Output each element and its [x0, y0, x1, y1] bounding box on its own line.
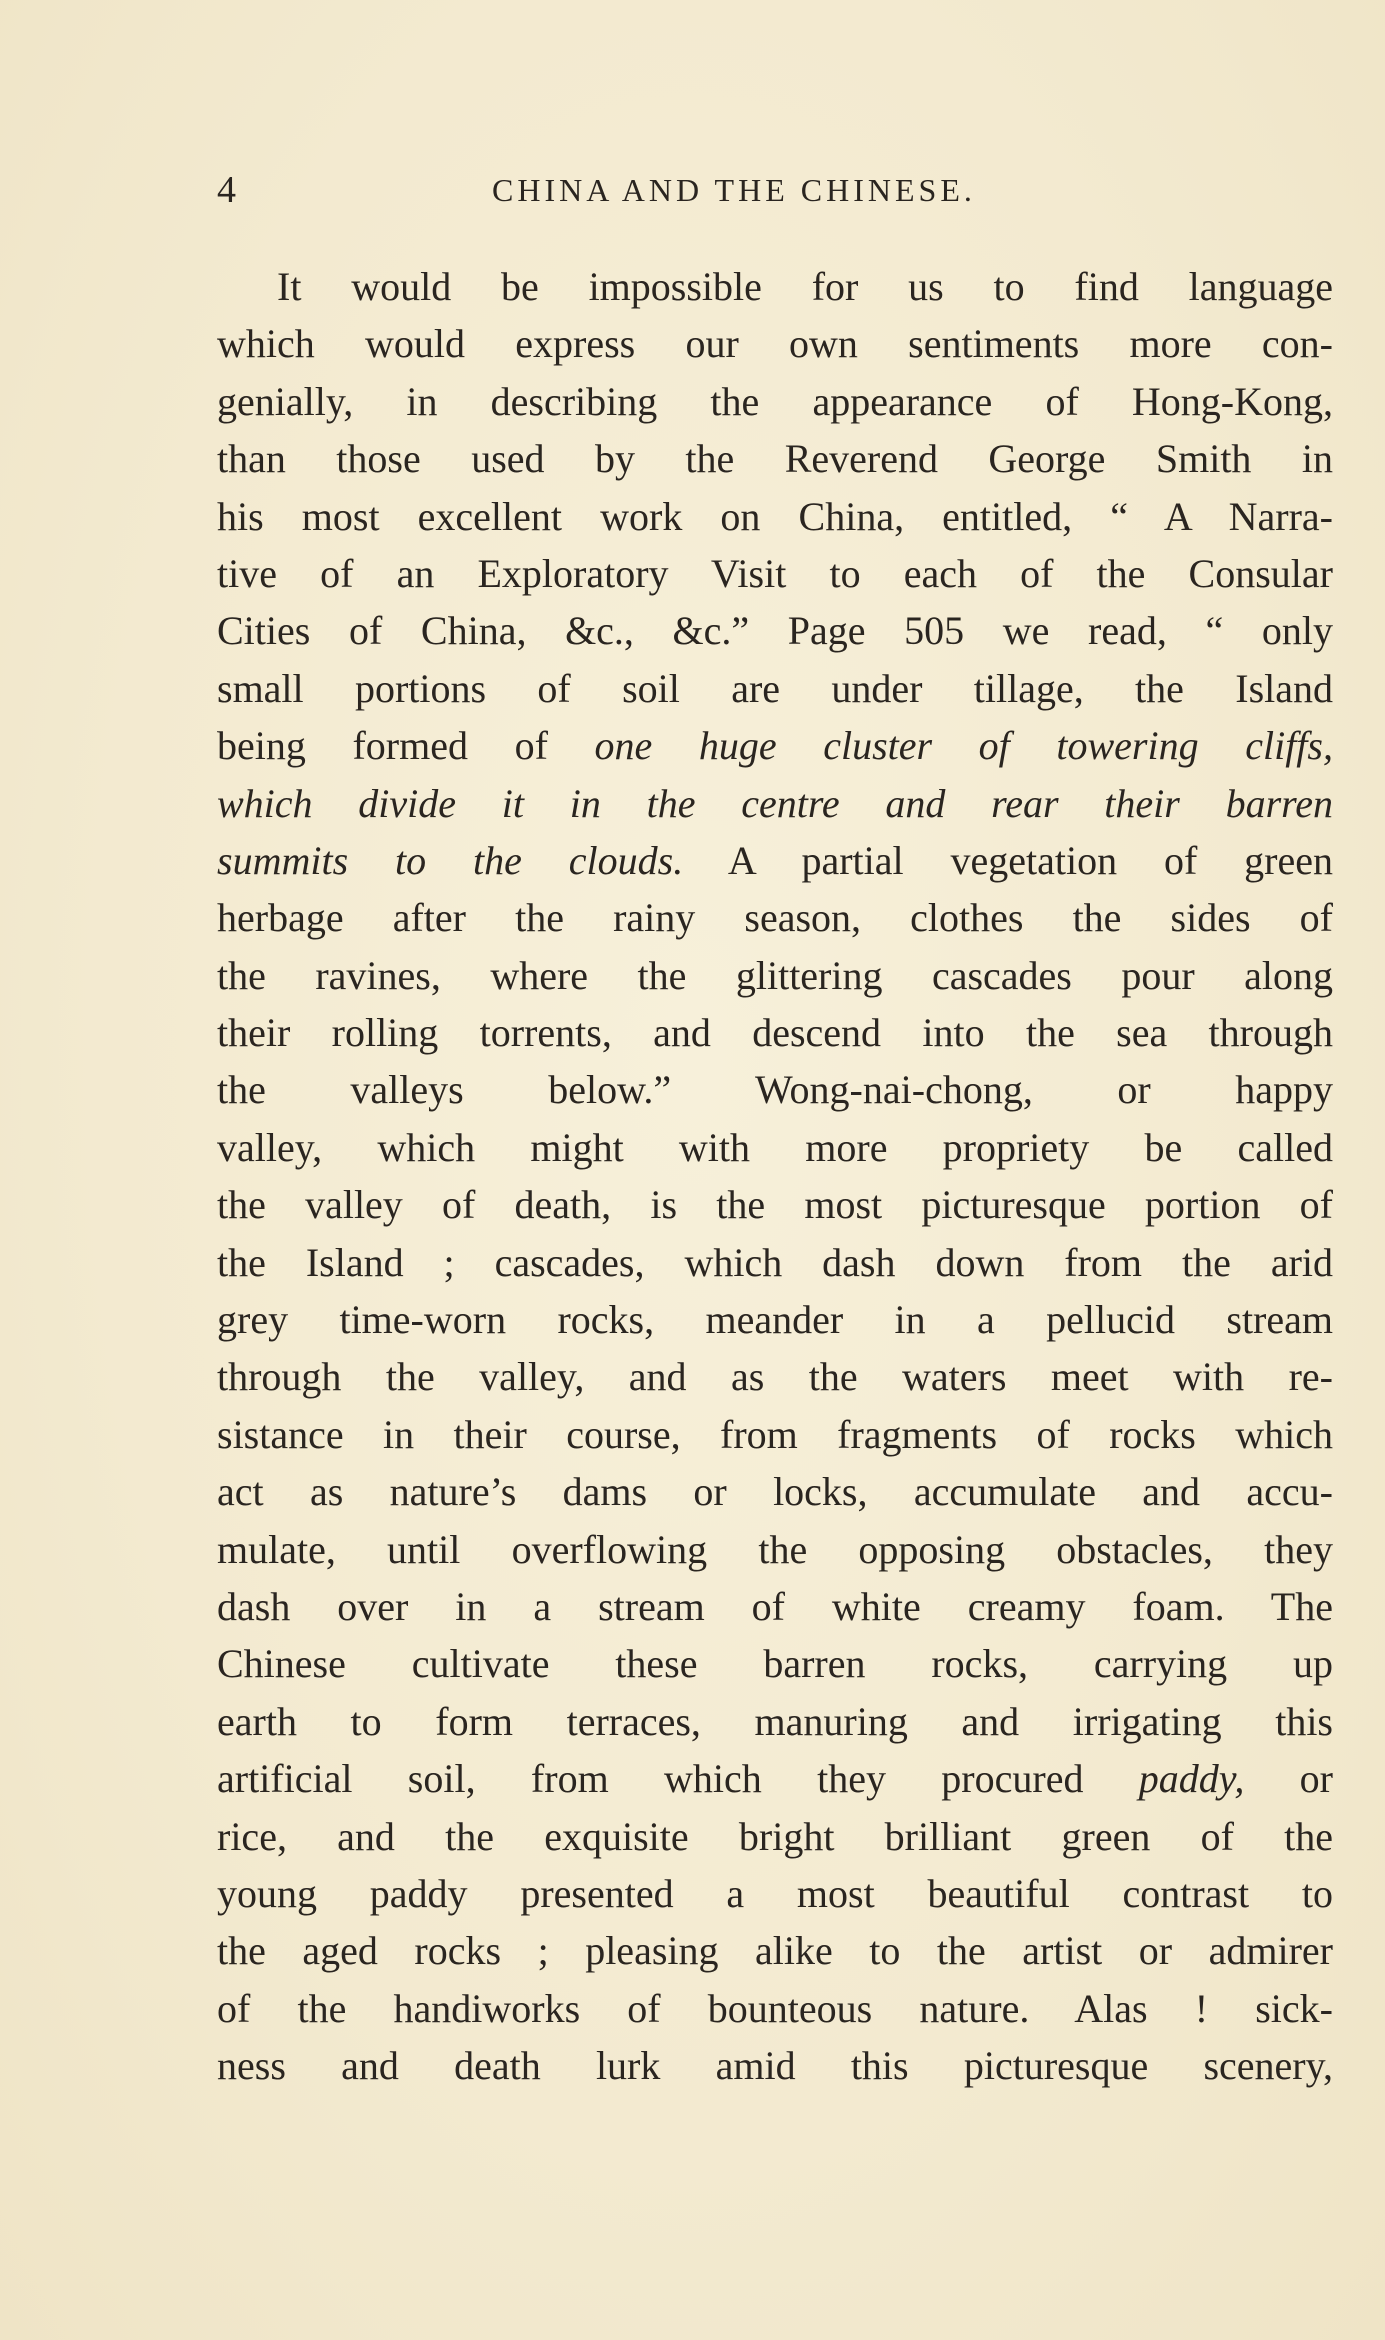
text-span: A partial vegetation of green: [683, 837, 1334, 883]
text-span: the Island ; cascades, which dash down from the arid: [217, 1239, 1333, 1285]
text-line: [217, 488, 1333, 545]
body-paragraph: [217, 258, 1333, 2095]
text-span: grey time-worn rocks, meander in a pellucid stream: [217, 1297, 1333, 1343]
text-span: their rolling torrents, and descend into the sea through: [217, 1010, 1333, 1056]
text-line: [217, 1004, 1333, 1061]
text-span: through the valley, and as the waters meet with re-: [217, 1354, 1333, 1400]
text-span: the aged rocks ; pleasing alike to the artist or admirer: [217, 1928, 1333, 1974]
text-span: tive of an Exploratory Visit to each of the Consular: [217, 550, 1333, 596]
text-line: [217, 1693, 1333, 1750]
text-span: earth to form terraces, manuring and irrigating this: [217, 1698, 1333, 1744]
text-span: Chinese cultivate these barren rocks, carrying up: [217, 1641, 1333, 1687]
text-span: artificial soil, from which they procured: [217, 1756, 1139, 1802]
text-line: [217, 315, 1333, 372]
italic-text: which divide it in the centre and rear their barren: [217, 780, 1333, 826]
text-span: mulate, until overflowing the opposing obstacles, they: [217, 1526, 1333, 1572]
italic-text: paddy,: [1138, 1756, 1245, 1802]
text-line: [217, 1808, 1333, 1865]
text-line: [217, 1980, 1333, 2037]
text-line: [217, 1291, 1333, 1348]
text-span: of the handiworks of bounteous nature. Alas ! sick-: [217, 1985, 1333, 2031]
italic-text: summits to the clouds.: [217, 837, 684, 883]
text-span: It would be impossible for us to find language: [277, 264, 1333, 309]
text-span: small portions of soil are under tillage, the Island: [217, 665, 1333, 711]
text-line: [217, 832, 1333, 889]
text-span: genially, in describing the appearance of Hong-Kong,: [217, 378, 1333, 424]
text-span: herbage after the rainy season, clothes the sides of: [217, 895, 1333, 941]
text-span: the ravines, where the glittering cascades pour along: [217, 952, 1333, 998]
text-span: dash over in a stream of white creamy foam. The: [217, 1583, 1333, 1629]
text-line: [217, 1463, 1333, 1520]
running-title: CHINA AND THE CHINESE.: [492, 172, 976, 208]
text-line: [217, 1234, 1333, 1291]
text-span: which would express our own sentiments more con-: [217, 321, 1333, 367]
text-line: [217, 1061, 1333, 1118]
text-line: [217, 1865, 1333, 1922]
page-header: [217, 168, 1077, 218]
text-span: or: [1244, 1756, 1333, 1802]
text-line: [217, 1348, 1333, 1405]
text-span: act as nature’s dams or locks, accumulate and accu-: [217, 1469, 1333, 1515]
page-number: 4: [217, 169, 237, 211]
text-line: [217, 373, 1333, 430]
text-line: [217, 775, 1333, 832]
text-span: the valley of death, is the most picturesque portion of: [217, 1182, 1333, 1228]
text-line: [217, 1176, 1333, 1233]
text-line: [217, 889, 1333, 946]
text-line: [217, 1521, 1333, 1578]
text-line: [217, 430, 1333, 487]
text-line: [217, 1750, 1333, 1807]
text-line: [217, 1119, 1333, 1176]
text-line: [217, 717, 1333, 774]
text-span: sistance in their course, from fragments of rocks which: [217, 1411, 1333, 1457]
text-line: [217, 1922, 1333, 1979]
text-line: [217, 258, 1333, 315]
text-span: the valleys below.” Wong-nai-chong, or happy: [217, 1067, 1333, 1113]
text-line: [217, 1635, 1333, 1692]
text-line: [217, 545, 1333, 602]
text-line: [217, 947, 1333, 1004]
italic-text: one huge cluster of towering cliffs,: [594, 723, 1333, 769]
text-span: Cities of China, &c., &c.” Page 505 we read, “ only: [217, 608, 1333, 654]
text-span: rice, and the exquisite bright brilliant green of the: [217, 1813, 1333, 1859]
text-span: his most excellent work on China, entitled, “ A Narra-: [217, 493, 1333, 539]
text-span: than those used by the Reverend George Smith in: [217, 436, 1333, 482]
text-line: [217, 1406, 1333, 1463]
text-span: ness and death lurk amid this picturesque scenery,: [217, 2043, 1333, 2089]
text-span: young paddy presented a most beautiful contrast to: [217, 1870, 1333, 1916]
text-span: valley, which might with more propriety be called: [217, 1124, 1333, 1170]
text-line: [217, 602, 1333, 659]
text-line: [217, 1578, 1333, 1635]
text-line: [217, 660, 1333, 717]
text-span: being formed of: [217, 723, 595, 769]
text-line: [217, 2037, 1333, 2094]
